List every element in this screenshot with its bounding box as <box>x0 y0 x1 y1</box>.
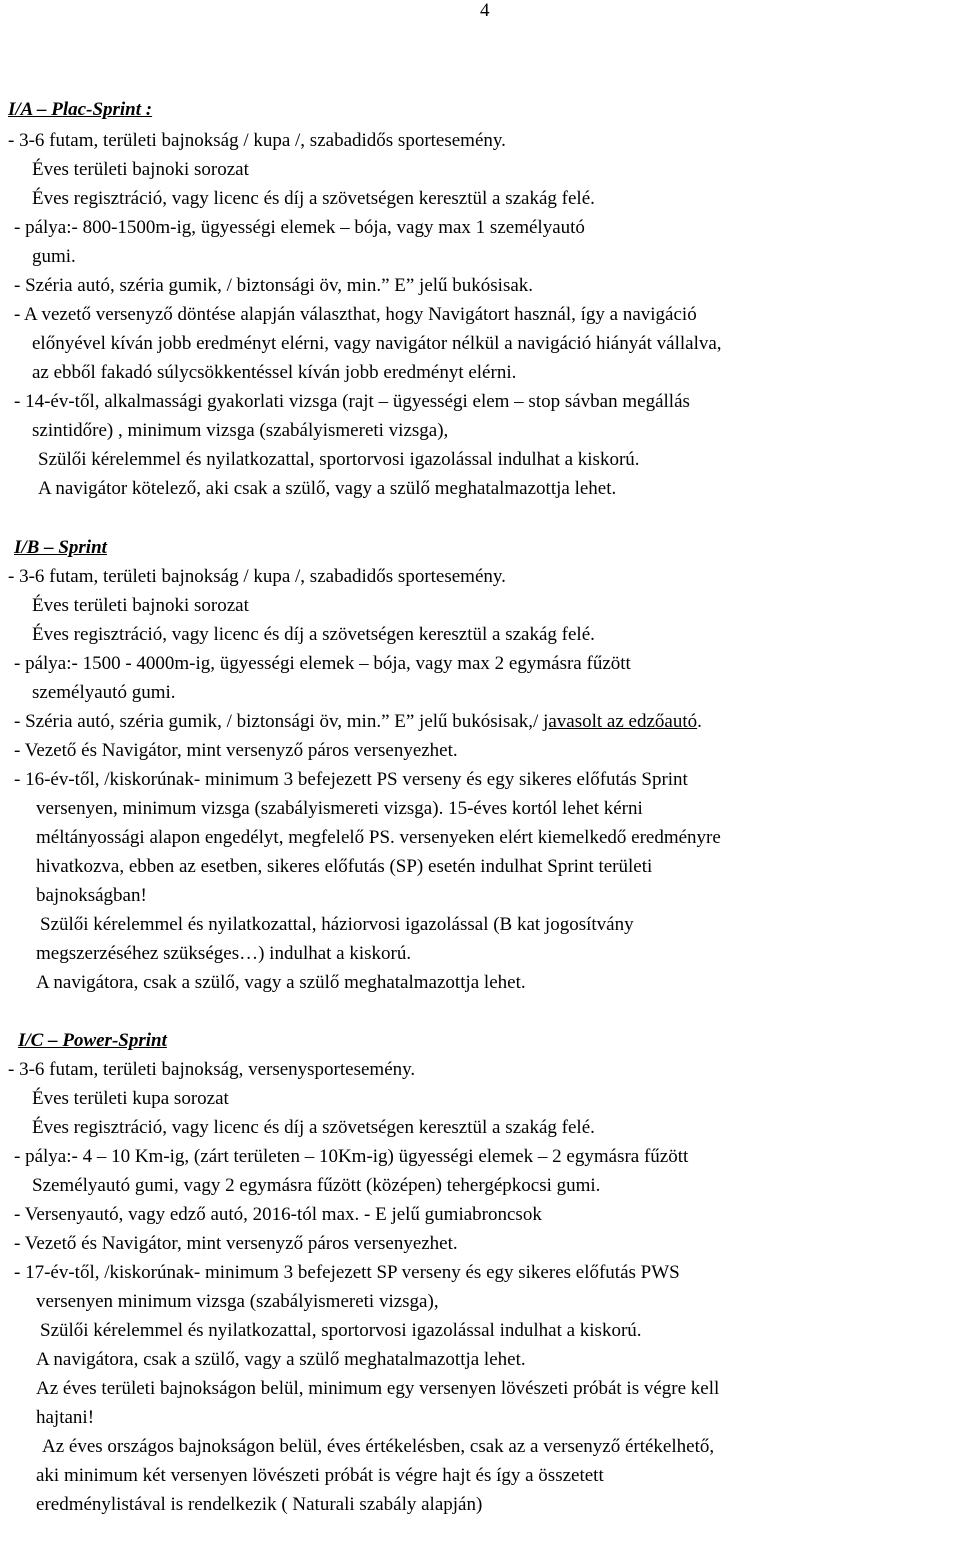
text-line: Szülői kérelemmel és nyilatkozattal, háziorvosi igazolással (B kat jogosítvány <box>40 914 634 935</box>
text-line: Éves regisztráció, vagy licenc és díj a szövetségen keresztül a szakág felé. <box>32 624 595 645</box>
text-line: versenyen, minimum vizsga (szabályismereti vizsga). 15-éves kortól lehet kérni <box>36 798 643 819</box>
text-line: személyautó gumi. <box>32 682 176 703</box>
text-line: - A vezető versenyző döntése alapján választhat, hogy Navigátort használ, így a navigáció <box>14 304 697 325</box>
section-heading-ia: I/A – Plac-Sprint : <box>8 99 153 120</box>
text-line: - Versenyautó, vagy edző autó, 2016-tól max. - E jelű gumiabroncsok <box>14 1204 542 1225</box>
text-line: Éves területi bajnoki sorozat <box>32 595 249 616</box>
text-line: - Vezető és Navigátor, mint versenyző páros versenyezhet. <box>14 1233 458 1254</box>
text-line: - 17-év-től, /kiskorúnak- minimum 3 befejezett SP verseny és egy sikeres előfutás PWS <box>14 1262 680 1283</box>
text-line: Éves területi bajnoki sorozat <box>32 159 249 180</box>
text-line: hivatkozva, ebben az esetben, sikeres előfutás (SP) esetén indulhat Sprint területi <box>36 856 653 877</box>
text-line-start: - Széria autó, széria gumik, / biztonsági öv, min.” E” jelű bukósisak,/ <box>14 711 544 732</box>
text-line: A navigátora, csak a szülő, vagy a szülő meghatalmazottja lehet. <box>36 1349 526 1370</box>
text-line: - 3-6 futam, területi bajnokság, versenysportesemény. <box>8 1059 416 1080</box>
line-end: . <box>697 711 702 732</box>
text-line: - pálya:- 4 – 10 Km-ig, (zárt területen – 10Km-ig) ügyességi elemek – 2 egymásra fűzött <box>14 1146 689 1167</box>
text-line: A navigátora, csak a szülő, vagy a szülő meghatalmazottja lehet. <box>36 972 526 993</box>
text-line <box>14 711 702 733</box>
text-line: előnyével kíván jobb eredményt elérni, vagy navigátor nélkül a navigáció hiányát vállalva, <box>32 333 722 354</box>
section-heading-ib: I/B – Sprint <box>14 537 107 558</box>
text-line: Éves regisztráció, vagy licenc és díj a szövetségen keresztül a szakág felé. <box>32 1117 595 1138</box>
text-line: hajtani! <box>36 1407 95 1428</box>
text-line: Éves területi kupa sorozat <box>32 1088 229 1109</box>
text-line: gumi. <box>32 246 76 267</box>
text-line: - 3-6 futam, területi bajnokság / kupa /, szabadidős sportesemény. <box>8 130 506 151</box>
text-line: - 14-év-től, alkalmassági gyakorlati vizsga (rajt – ügyességi elem – stop sávban megállás <box>14 391 690 412</box>
text-line: eredménylistával is rendelkezik ( Naturali szabály alapján) <box>36 1494 483 1515</box>
text-line: A navigátor kötelező, aki csak a szülő, vagy a szülő meghatalmazottja lehet. <box>38 478 617 499</box>
text-line: - pálya:- 1500 - 4000m-ig, ügyességi elemek – bója, vagy max 2 egymásra fűzött <box>14 653 631 674</box>
text-line: Éves regisztráció, vagy licenc és díj a szövetségen keresztül a szakág felé. <box>32 188 595 209</box>
text-line: Az éves területi bajnokságon belül, minimum egy versenyen lövészeti próbát is végre kell <box>36 1378 720 1399</box>
text-line: aki minimum két versenyen lövészeti próbát is végre hajt és így a összetett <box>36 1465 604 1486</box>
text-line: - Vezető és Navigátor, mint versenyző páros versenyezhet. <box>14 740 458 761</box>
text-line: versenyen minimum vizsga (szabályismereti vizsga), <box>36 1291 439 1312</box>
underlined-recommendation: javasolt az edzőautó <box>543 711 698 732</box>
text-line: Szülői kérelemmel és nyilatkozattal, sportorvosi igazolással indulhat a kiskorú. <box>40 1320 642 1341</box>
text-line: megszerzéséhez szükséges…) indulhat a kiskorú. <box>36 943 412 964</box>
text-line: - pálya:- 800-1500m-ig, ügyességi elemek – bója, vagy max 1 személyautó <box>14 217 585 238</box>
text-line: bajnokságban! <box>36 885 147 906</box>
text-line: szintidőre) , minimum vizsga (szabályismereti vizsga), <box>32 420 449 441</box>
text-line: Személyautó gumi, vagy 2 egymásra fűzött (középen) tehergépkocsi gumi. <box>32 1175 601 1196</box>
text-line: - 3-6 futam, területi bajnokság / kupa /, szabadidős sportesemény. <box>8 566 506 587</box>
text-line: méltányossági alapon engedélyt, megfelelő PS. versenyeken elért kiemelkedő eredményre <box>36 827 721 848</box>
page-number: 4 <box>480 0 490 21</box>
section-heading-ic: I/C – Power-Sprint <box>18 1030 167 1051</box>
text-line: az ebből fakadó súlycsökkentéssel kíván jobb eredményt elérni. <box>32 362 517 383</box>
text-line: Az éves országos bajnokságon belül, éves értékelésben, csak az a versenyző értékelhető, <box>42 1436 715 1457</box>
text-line: - Széria autó, széria gumik, / biztonsági öv, min.” E” jelű bukósisak. <box>14 275 534 296</box>
text-line: Szülői kérelemmel és nyilatkozattal, sportorvosi igazolással indulhat a kiskorú. <box>38 449 640 470</box>
text-line: - 16-év-től, /kiskorúnak- minimum 3 befejezett PS verseny és egy sikeres előfutás Sprint <box>14 769 688 790</box>
